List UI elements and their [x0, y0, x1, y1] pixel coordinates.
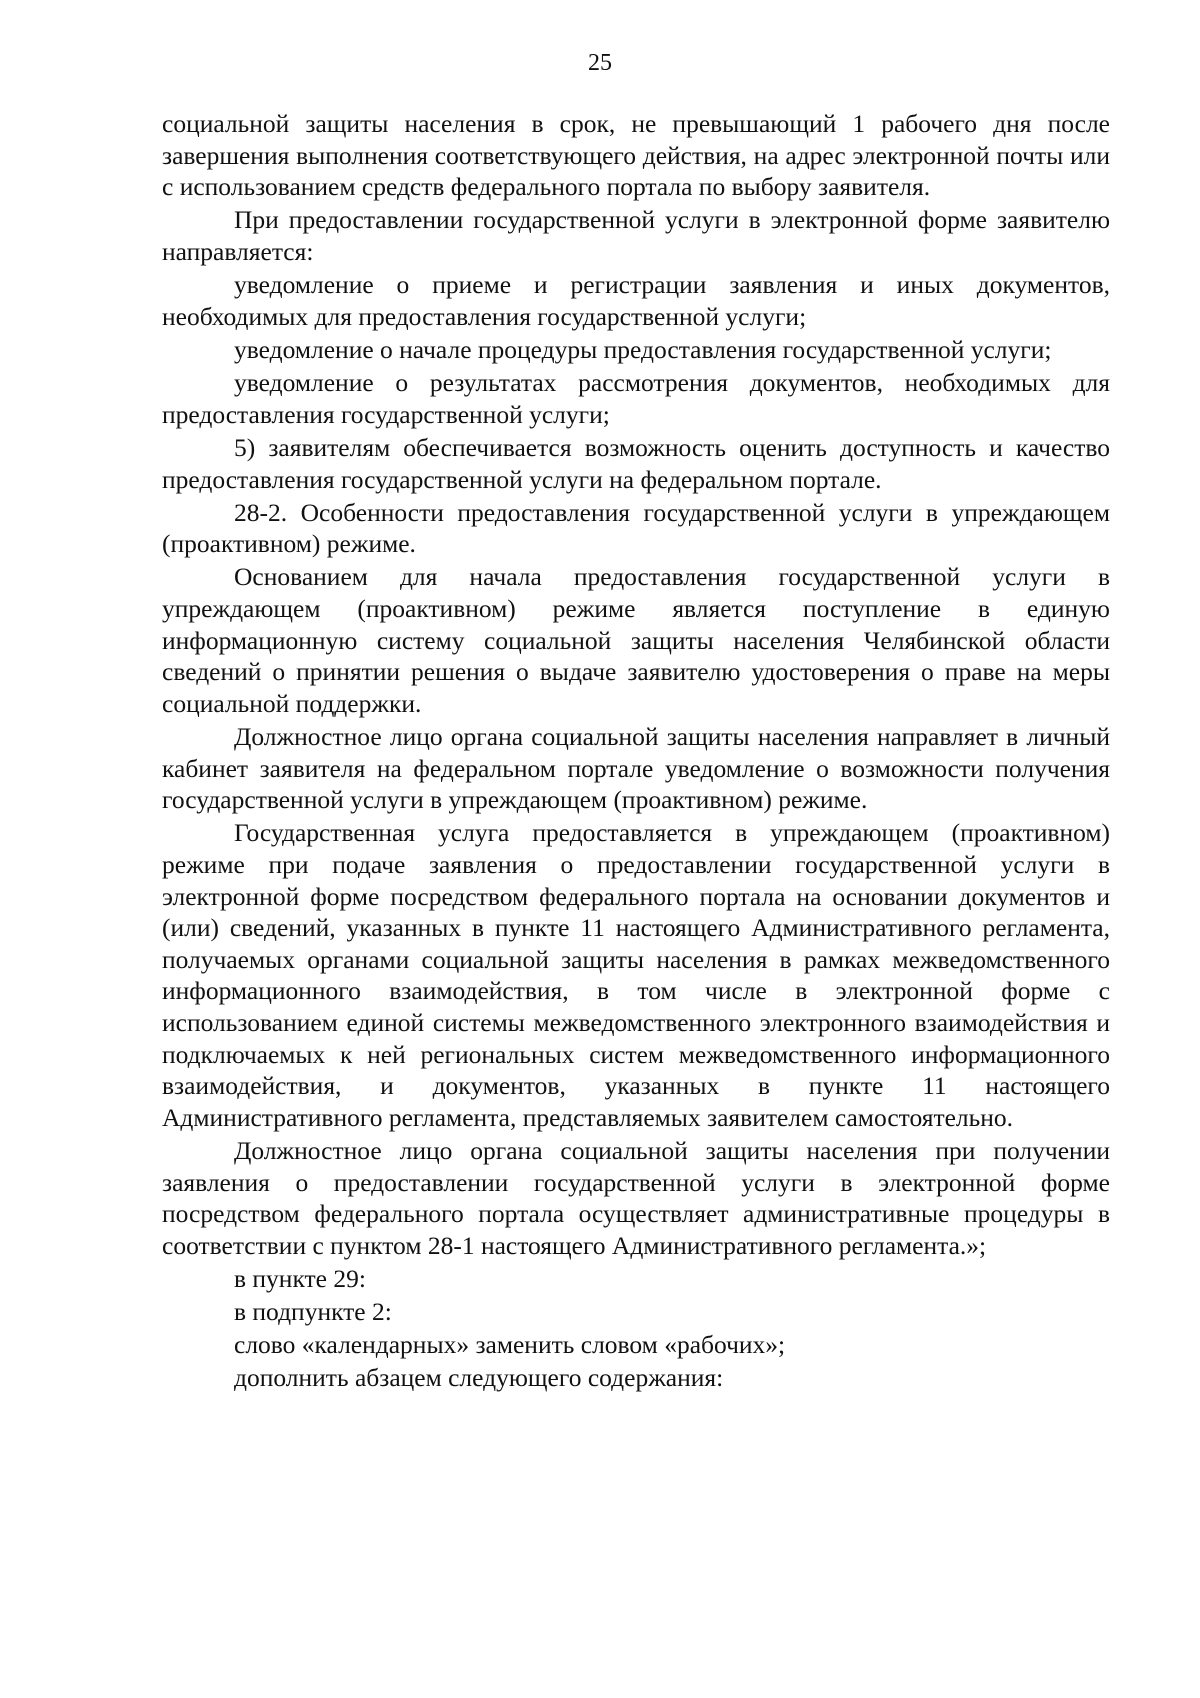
paragraph-replace-word: слово «календарных» заменить словом «рабочих»; [234, 1330, 786, 1360]
paragraph-official-procedures: Должностное лицо органа социальной защиты населения при получении заявления о предоставлении государственной услуги в электронной форме посредством федерального портала осуществляет административные процедуры в соответствии с пунктом 28-1 настоящего Административного регламента.»; [162, 1135, 1110, 1260]
paragraph-notice-results: уведомление о результатах рассмотрения документов, необходимых для предоставления государственной услуги; [162, 368, 1110, 429]
page-number: 25 [588, 50, 612, 76]
document-body [162, 108, 1110, 1396]
paragraph-electronic-form-notice: При предоставлении государственной услуги в электронной форме заявителю направляется: [162, 205, 1110, 266]
paragraph-notice-procedure-start: уведомление о начале процедуры предоставления государственной услуги; [234, 334, 1052, 364]
paragraph-service-provided: Государственная услуга предоставляется в упреждающем (проактивном) режиме при подаче заявления о предоставлении государственной услуги в электронной форме посредством федерального портала на основании документов и (или) сведений, указанных в пункте 11 настоящего Административного регламента, получаемых органами социальной защиты населения в рамках межведомственного информационного взаимодействия, в том числе в электронной форме с использованием единой системы межведомственного электронного взаимодействия и подключаемых к ней региональных систем межведомственного информационного взаимодействия, и документов, указанных в пункте 11 настоящего Административного регламента, представляемых заявителем самостоятельно. [162, 818, 1110, 1132]
paragraph-official-sends-notice: Должностное лицо органа социальной защиты населения направляет в личный кабинет заявителя на федеральном портале уведомление о возможности получения государственной услуги в упреждающем (проактивном) режиме. [162, 722, 1110, 815]
paragraph-continuation: социальной защиты населения в срок, не превышающий 1 рабочего дня после завершения выполнения соответствующего действия, на адрес электронной почты или с использованием средств федерального портала по выбору заявителя. [162, 109, 1110, 202]
paragraph-notice-receipt: уведомление о приеме и регистрации заявления и иных документов, необходимых для предоставления государственной услуги; [162, 270, 1110, 331]
paragraph-item-5: 5) заявителям обеспечивается возможность оценить доступность и качество предоставления государственной услуги на федеральном портале. [162, 432, 1110, 494]
paragraph-proactive-basis: Основанием для начала предоставления государственной услуги в упреждающем (проактивном) режиме является поступление в единую информационную систему социальной защиты населения Челябинской области сведений о принятии решения о выдаче заявителю удостоверения о праве на меры социальной поддержки. [162, 562, 1110, 718]
paragraph-add-paragraph: дополнить абзацем следующего содержания: [234, 1363, 724, 1393]
paragraph-section-28-2: 28-2. Особенности предоставления государственной услуги в упреждающем (проактивном) режиме. [162, 497, 1110, 559]
paragraph-point-29: в пункте 29: [234, 1263, 366, 1293]
paragraph-subpoint-2: в подпункте 2: [234, 1297, 392, 1327]
